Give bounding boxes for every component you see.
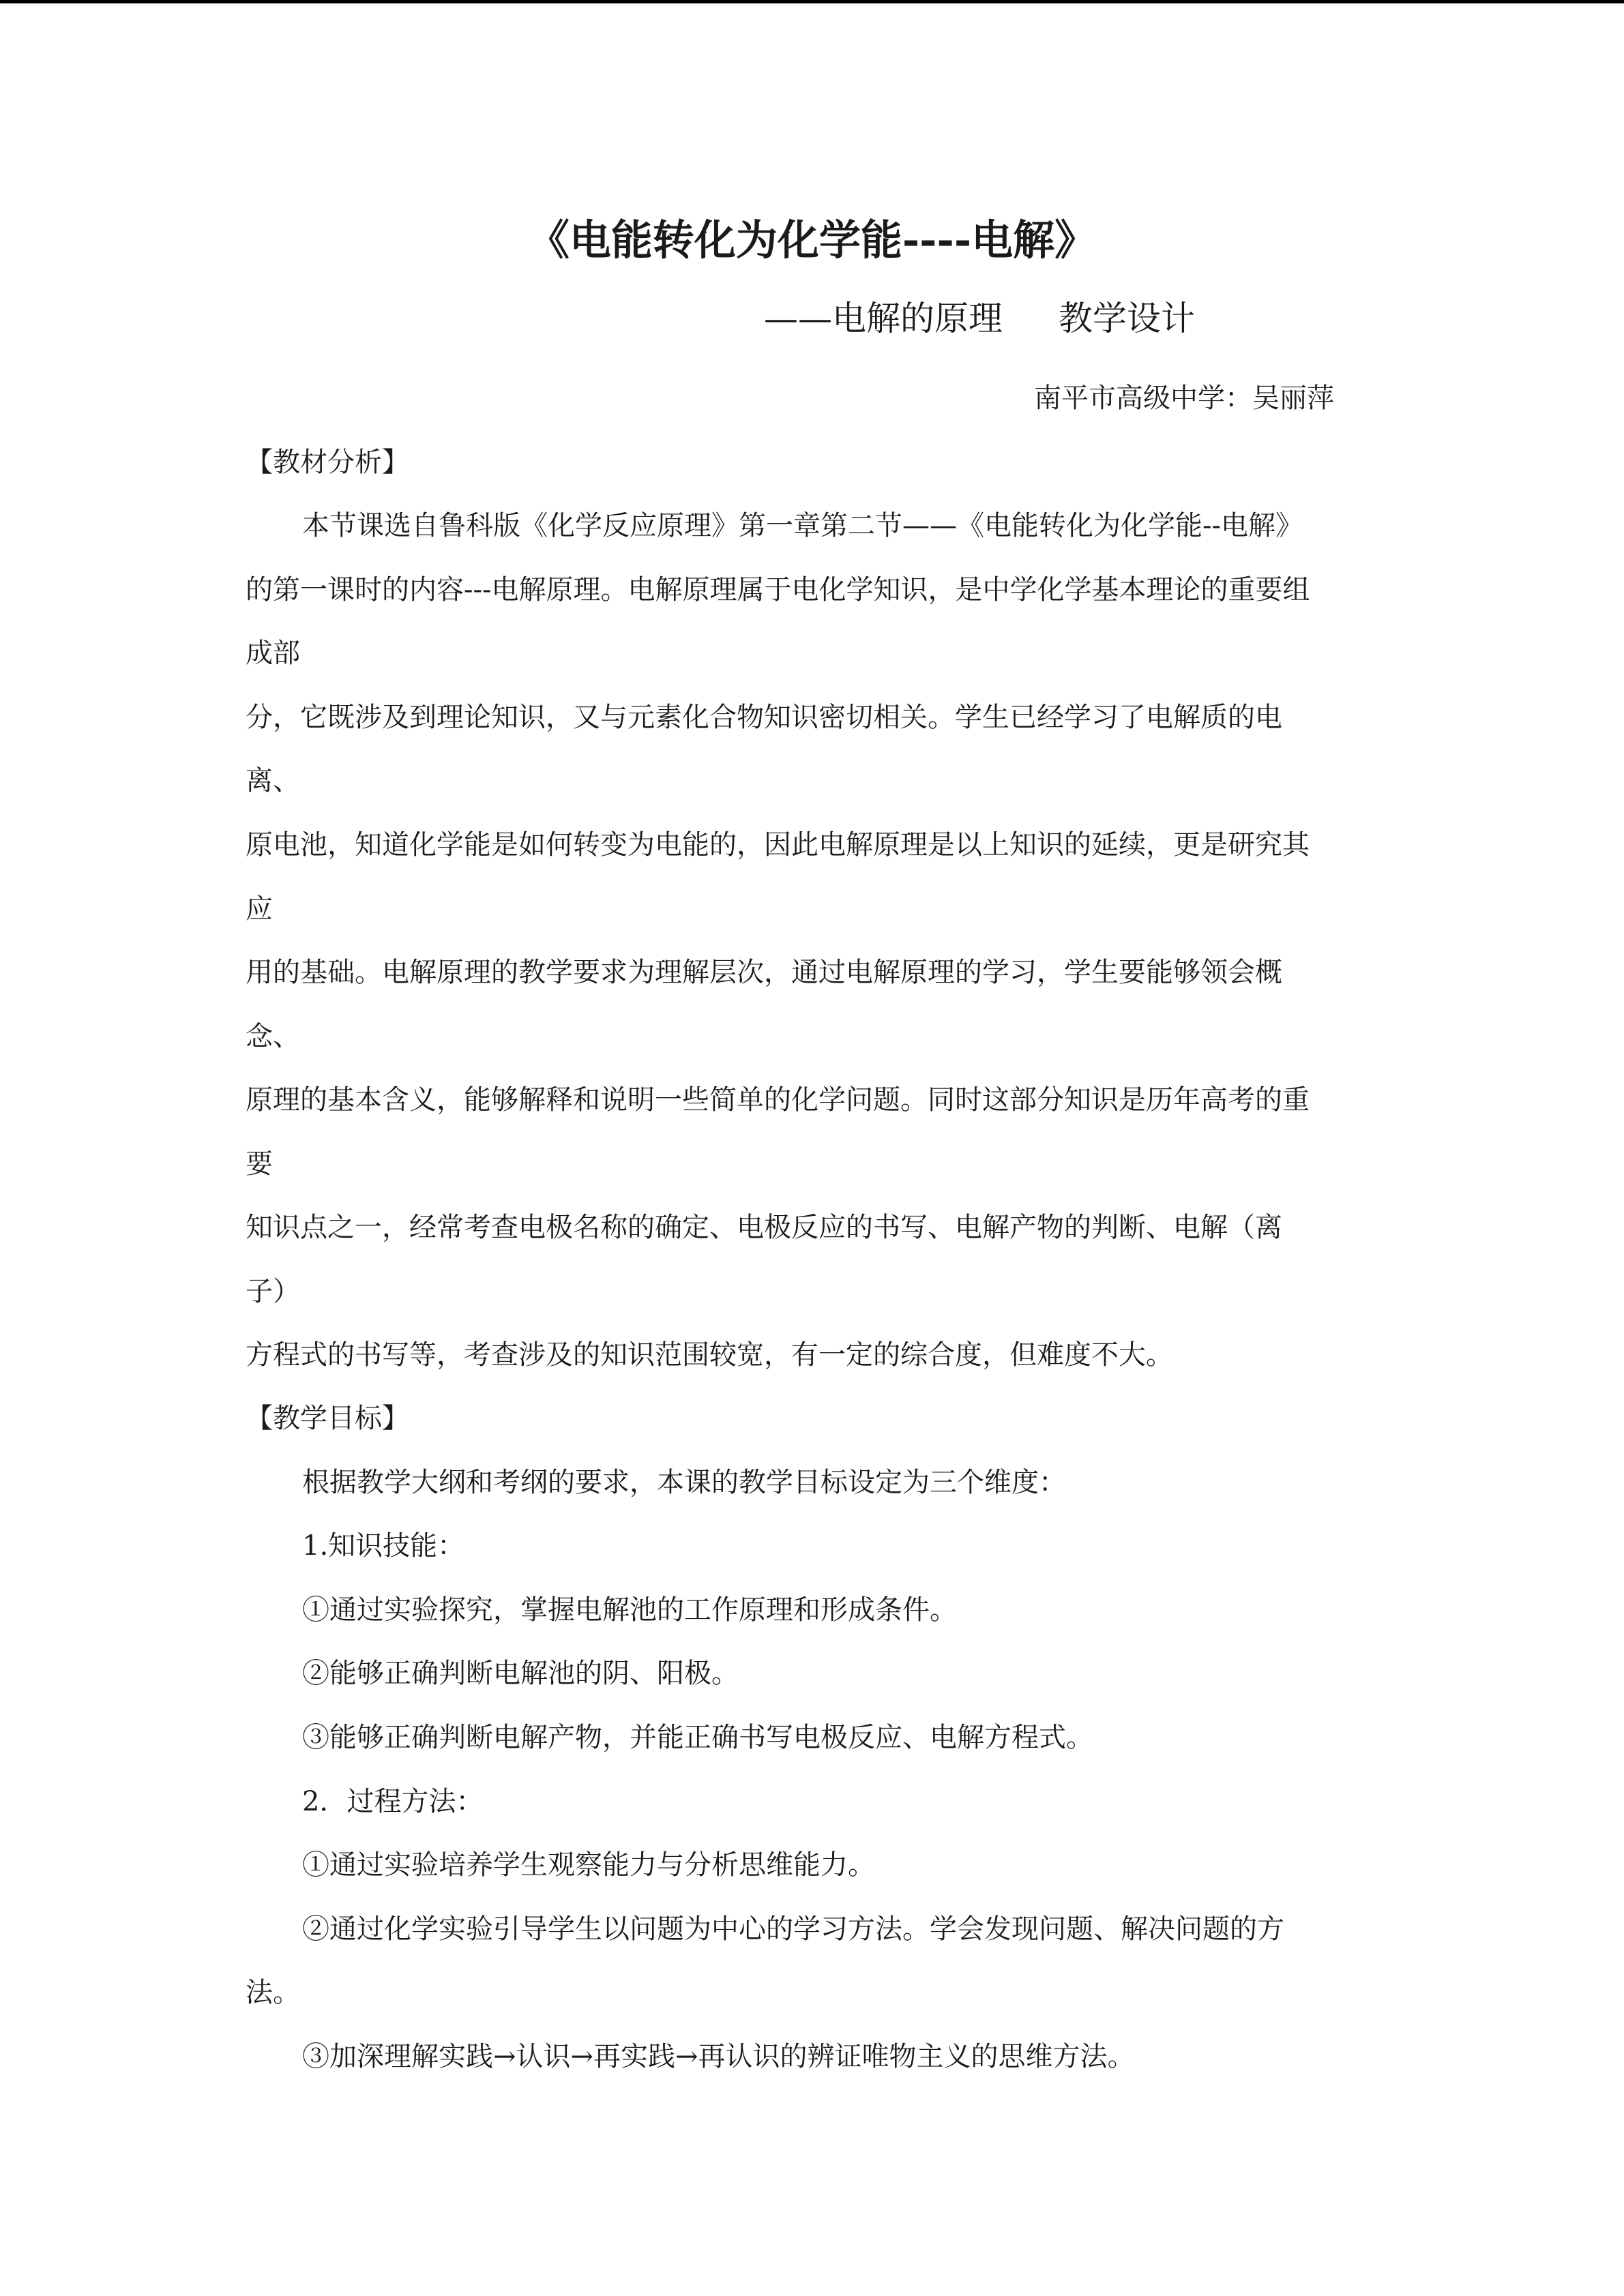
goals-line: ③能够正确判断电解产物，并能正确书写电极反应、电解方程式。 (302, 1722, 1093, 1753)
document-author: 南平市高级中学：吴丽萍 (1034, 383, 1334, 414)
goals-line: 根据教学大纲和考纲的要求，本课的教学目标设定为三个维度： (302, 1467, 1066, 1498)
section-heading-goals: 【教学目标】 (246, 1403, 409, 1434)
analysis-line: 分，它既涉及到理论知识，又与元素化合物知识密切相关。学生已经学习了电解质的电 (246, 702, 1282, 733)
goals-line: 法。 (246, 1977, 300, 2008)
goals-line: ③加深理解实践→认识→再实践→再认识的辨证唯物主义的思维方法。 (302, 2041, 1135, 2072)
goals-line: ②通过化学实验引导学生以问题为中心的学习方法。学会发现问题、解决问题的方 (302, 1913, 1284, 1945)
section-heading-analysis: 【教材分析】 (246, 447, 409, 478)
subtitle-topic: ——电解的原理 (764, 299, 1003, 338)
analysis-line: 本节课选自鲁科版《化学反应原理》第一章第二节——《电能转化为化学能--电解》 (302, 510, 1303, 541)
goals-line: 1.知识技能： (302, 1530, 465, 1562)
analysis-line: 的第一课时的内容---电解原理。电解原理属于电化学知识，是中学化学基本理论的重要组 (246, 574, 1310, 606)
analysis-line: 子） (246, 1276, 300, 1307)
analysis-line: 成部 (246, 638, 300, 669)
analysis-line: 离、 (246, 765, 300, 796)
document-title: 《电能转化为化学能----电解》 (527, 216, 1097, 265)
analysis-line: 应 (246, 893, 273, 925)
subtitle-type: 教学设计 (1059, 299, 1195, 338)
goals-line: 2．过程方法： (302, 1786, 484, 1817)
goals-line: ①通过实验培养学生观察能力与分析思维能力。 (302, 1849, 875, 1881)
analysis-line: 要 (246, 1148, 273, 1180)
analysis-line: 方程式的书写等，考查涉及的知识范围较宽，有一定的综合度，但难度不大。 (246, 1339, 1173, 1371)
analysis-line: 念、 (246, 1021, 300, 1052)
analysis-line: 原理的基本含义，能够解释和说明一些简单的化学问题。同时这部分知识是历年高考的重 (246, 1084, 1310, 1116)
analysis-line: 知识点之一，经常考查电极名称的确定、电极反应的书写、电解产物的判断、电解（离 (246, 1212, 1282, 1243)
analysis-line: 用的基础。电解原理的教学要求为理解层次，通过电解原理的学习，学生要能够领会概 (246, 957, 1282, 988)
goals-line: ①通过实验探究，掌握电解池的工作原理和形成条件。 (302, 1594, 957, 1626)
analysis-line: 原电池，知道化学能是如何转变为电能的，因此电解原理是以上知识的延续，更是研究其 (246, 829, 1310, 861)
top-border-rule (0, 0, 1624, 3)
document-subtitle (764, 295, 1195, 342)
goals-line: ②能够正确判断电解池的阴、阳极。 (302, 1658, 739, 1689)
